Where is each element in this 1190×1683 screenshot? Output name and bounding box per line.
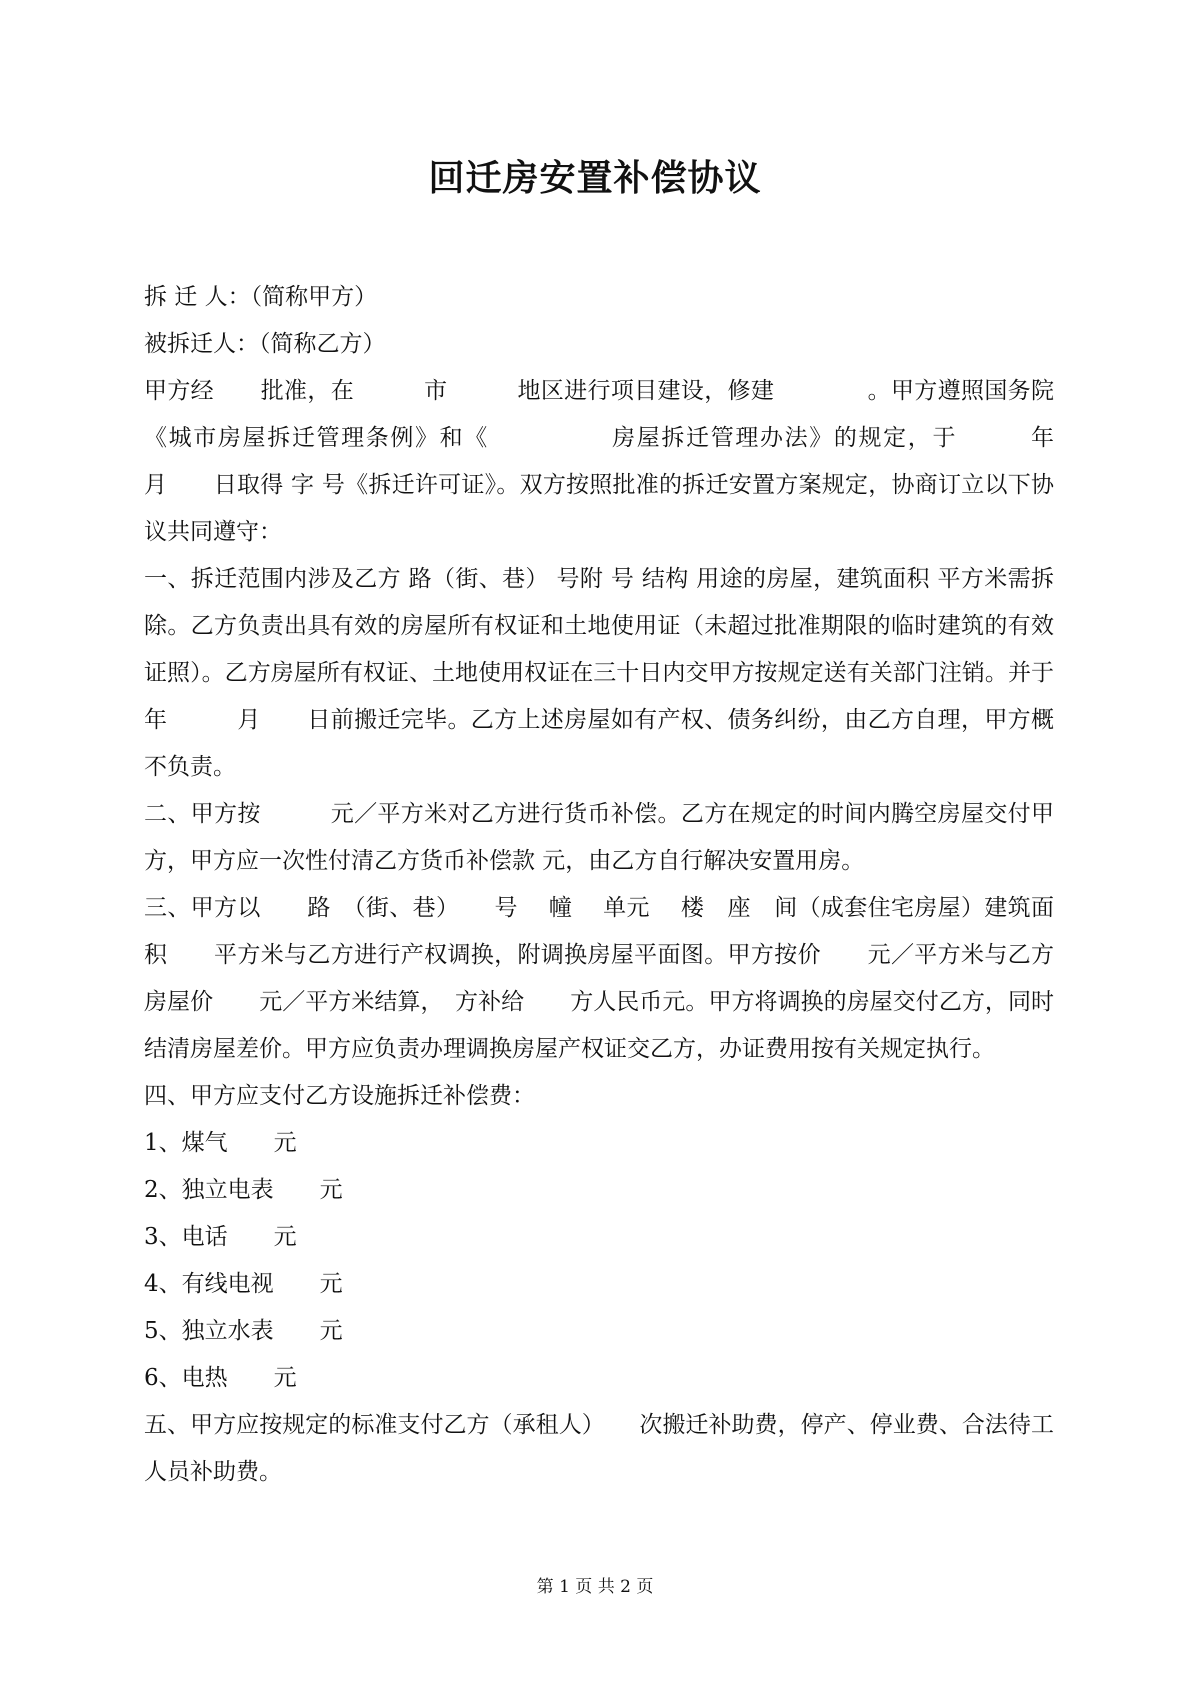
- party-b-line: 被拆迁人：（简称乙方）: [144, 331, 386, 357]
- facility-item: 5、独立水表 元: [144, 1318, 343, 1344]
- clause-3: 三、甲方以 路 （街、巷） 号 幢 单元 楼 座 间（成套住宅房屋）建筑面积 平方米与乙方进行产权调换，附调换房屋平面图。甲方按价 元／平方米与乙方房屋价 元／平方米结算， 方补给 方人民币元。甲方将调换的房屋交付乙方，同时结清房屋差价。甲方应负责办理调换房屋产权证交乙方，办证费用按有关规定执行。: [144, 895, 1054, 1062]
- document-body: [144, 274, 1123, 1496]
- clause-5: 五、甲方应按规定的标准支付乙方（承租人） 次搬迁补助费，停产、停业费、合法待工人员补助费。: [144, 1412, 1054, 1485]
- facility-item: 6、电热 元: [144, 1365, 297, 1391]
- preamble-paragraph: 甲方经 批准，在 市 地区进行项目建设，修建 。甲方遵照国务院《城市房屋拆迁管理条例》和《 房屋拆迁管理办法》的规定，于 年 月 日取得 字 号《拆迁许可证》。双方按照批准的拆迁安置方案规定，协商订立以下协议共同遵守：: [144, 378, 1100, 545]
- party-a-line: 拆 迁 人：（简称甲方）: [144, 284, 378, 310]
- facility-item: 3、电话 元: [144, 1224, 297, 1250]
- facility-item: 2、独立电表 元: [144, 1177, 343, 1203]
- document-title: 回迁房安置补偿协议: [428, 158, 762, 199]
- clause-1: 一、拆迁范围内涉及乙方 路（街、巷） 号附 号 结构 用途的房屋，建筑面积 平方米需拆除。乙方负责出具有效的房屋所有权证和土地使用证（未超过批准期限的临时建筑的有效证照）。乙方房屋所有权证、土地使用权证在三十日内交甲方按规定送有关部门注销。并于 年 月 日前搬迁完毕。乙方上述房屋如有产权、债务纠纷，由乙方自理，甲方概不负责。: [144, 566, 1123, 780]
- page-footer: 第 1 页 共 2 页: [536, 1577, 654, 1597]
- facility-item: 4、有线电视 元: [144, 1271, 343, 1297]
- facility-item: 1、煤气 元: [144, 1130, 297, 1156]
- clause-4: 四、甲方应支付乙方设施拆迁补偿费：: [144, 1083, 535, 1109]
- clause-2: 二、甲方按 元／平方米对乙方进行货币补偿。乙方在规定的时间内腾空房屋交付甲方，甲方应一次性付清乙方货币补偿款 元，由乙方自行解决安置用房。: [144, 801, 1054, 874]
